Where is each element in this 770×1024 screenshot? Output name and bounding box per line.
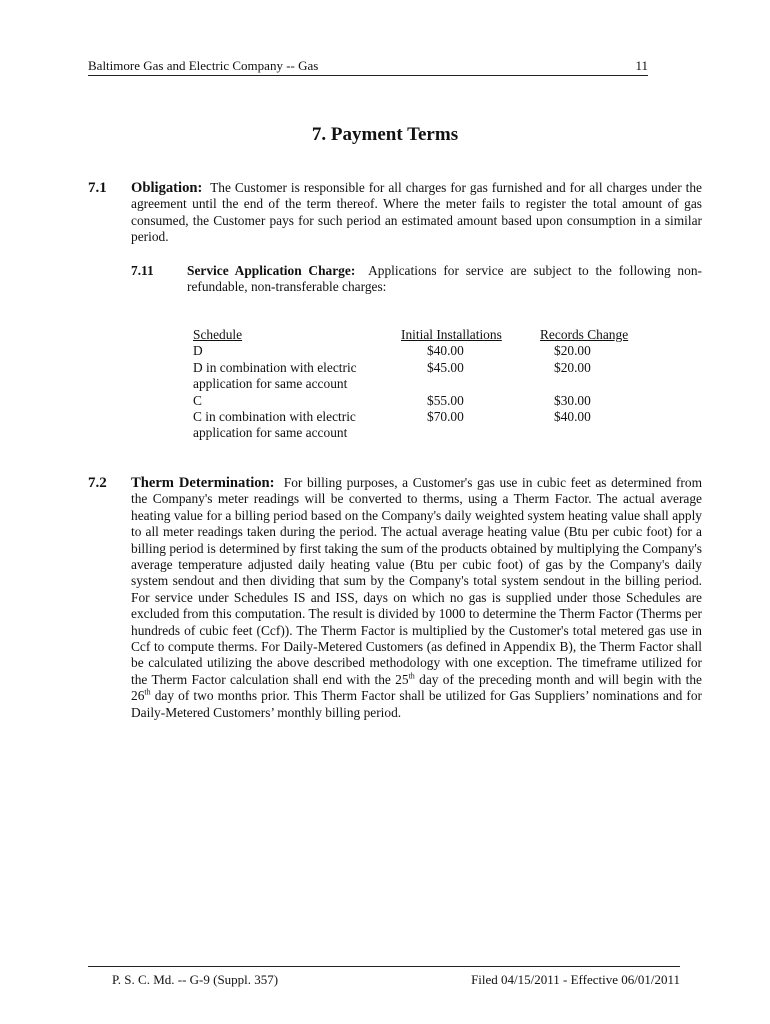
section-7-1-heading: Obligation: [131,180,203,196]
col-header-schedule: Schedule [193,327,243,342]
cell-initial: $70.00 [427,408,464,424]
cell-initial: $40.00 [427,343,464,359]
cell-initial: $55.00 [427,392,464,408]
page-header [88,58,648,74]
section-title: 7. Payment Terms [311,124,459,145]
footer-right: Filed 04/15/2011 - Effective 06/01/2011 [471,972,680,987]
cell-schedule: C [193,392,202,408]
table-row [193,360,643,393]
table-row [193,343,643,359]
section-7-2-body-part1: For billing purposes, a Customer's gas use in cubic feet as determined from the Company's meter readings will be converted to therms, using a Therm Factor. The actual average heating value for a billing period based on the Company's daily weighted system heating value shall apply to all meter readings taken during the period. The actual average heating value (Btu per cubic foot) for a billing period is determined by first taking the sum of the products obtained by multiplying the Company's average temperature adjusted daily heating value (Btu per cubic foot) of gas by the Company's daily system sendout and then dividing that sum by the Company's total system sendout in the billing period. For service under Schedules IS and ISS, days on which no gas is supplied under those Schedules are excluded from this computation. The result is divided by 1000 to determine the Therm Factor (Therms per hundreds of cubic feet (Ccf)). The Therm Factor is multiplied by the Customer's total metered gas use in Ccf to compute therms. For Daily-Metered Customers (as defined in Appendix B), the Therm Factor shall be calculated utilizing the above described methodology with one exception. The timeframe utilized for the Therm Factor calculation shall end with the 25 [131,475,702,687]
header-rule [88,75,648,76]
section-7-1-paragraph [131,180,702,246]
table-row [193,409,643,442]
superscript-th: th [408,671,415,681]
cell-records: $40.00 [554,408,591,424]
col-header-initial: Initial Installations [401,327,502,342]
section-7-11-number: 7.11 [131,263,154,278]
cell-records: $30.00 [554,392,591,408]
section-7-2-heading: Therm Determination: [131,475,275,491]
header-company: Baltimore Gas and Electric Company -- Gas [88,58,319,73]
section-7-1-number: 7.1 [88,180,107,196]
section-7-2-body-part2: day of the preceding month and will begin with the 26 [131,671,702,704]
cell-schedule: D [193,343,203,359]
cell-records: $20.00 [554,343,591,359]
section-7-2-number: 7.2 [88,475,107,491]
header-page-number: 11 [635,58,648,73]
section-7-2-paragraph [131,475,702,721]
col-header-records: Records Change [540,327,629,342]
table-header-row [193,327,643,343]
cell-schedule: C in combination with electric application for same account [193,408,356,441]
footer-left: P. S. C. Md. -- G-9 (Suppl. 357) [112,972,279,987]
section-7-11-paragraph [187,263,702,296]
superscript-th: th [144,687,151,697]
cell-schedule: D in combination with electric application for same account [193,359,357,392]
footer-rule [88,966,680,967]
cell-initial: $45.00 [427,359,464,375]
table-row [193,393,643,409]
charges-table [193,327,643,442]
section-7-1-body: The Customer is responsible for all charges for gas furnished and for all charges under the agreement until the end of the term thereof. Where the meter fails to register the total amount of gas consumed, the Customer pays for such period an estimated amount based upon consumption in a similar period. [131,180,702,245]
section-7-2-body-part3: day of two months prior. This Therm Factor shall be utilized for Gas Suppliers’ nominations and for Daily-Metered Customers’ monthly billing period. [131,688,702,720]
section-7-11-heading: Service Application Charge: [187,263,356,278]
section-7-11-body: Applications for service are subject to the following non-refundable, non-transferable charges: [187,263,702,295]
cell-records: $20.00 [554,359,591,375]
